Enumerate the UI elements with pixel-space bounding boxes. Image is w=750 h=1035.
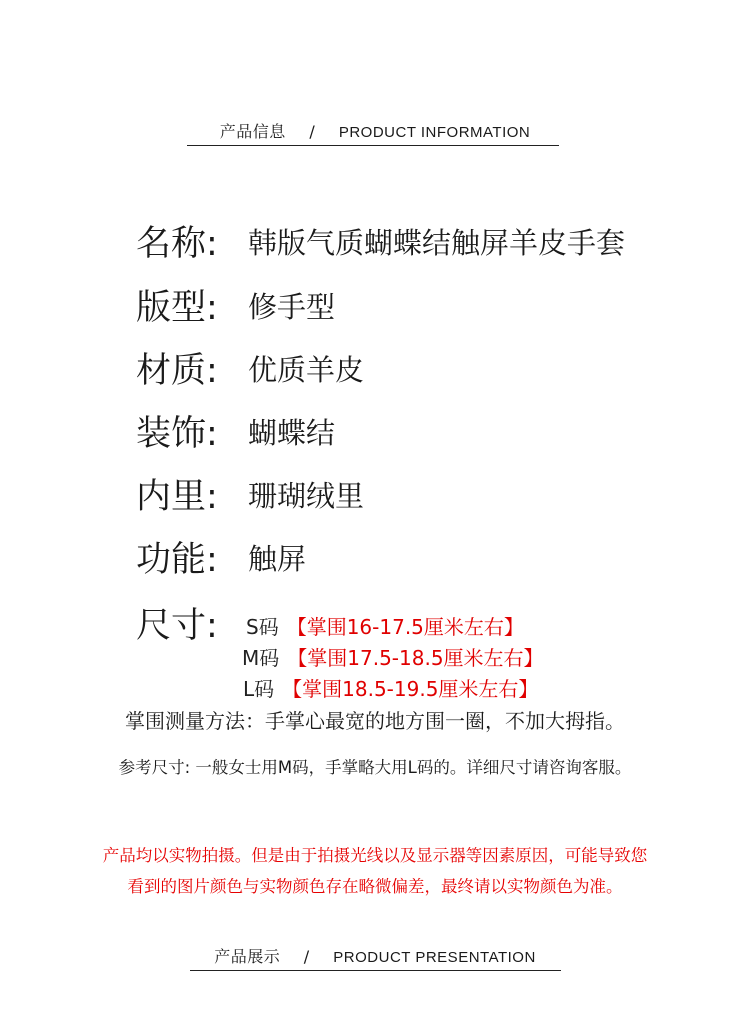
- size-code: S码: [246, 615, 279, 639]
- spec-value: 优质羊皮: [248, 352, 365, 387]
- spec-row-name: [136, 216, 625, 266]
- disclaimer-line-1: 产品均以实物拍摄。但是由于拍摄光线以及显示器等因素原因，可能导致您: [102, 846, 648, 865]
- measure-method: 掌围测量方法：手掌心最宽的地方围一圈，不加大拇指。: [125, 709, 625, 733]
- spec-label: 装饰:: [136, 414, 218, 454]
- header-info-slash: /: [309, 122, 316, 141]
- header-presentation-rule: [190, 970, 561, 971]
- spec-row-fit: [136, 280, 335, 330]
- spec-value: 触屏: [248, 541, 307, 576]
- header-presentation-slash: /: [303, 947, 310, 966]
- size-range: 【掌围16-17.5厘米左右】: [286, 615, 524, 639]
- spec-label: 尺寸:: [136, 606, 218, 646]
- spec-row-lining: [136, 469, 364, 519]
- spec-value: 蝴蝶结: [248, 415, 336, 450]
- spec-value: 珊瑚绒里: [248, 478, 365, 513]
- header-info-rule: [187, 145, 559, 146]
- spec-label: 名称:: [136, 224, 218, 264]
- size-code: M码: [242, 646, 280, 670]
- section-header-info: [0, 119, 750, 142]
- spec-label: 版型:: [136, 288, 218, 328]
- spec-row-decoration: [136, 406, 335, 456]
- size-range: 【掌围18.5-19.5厘米左右】: [282, 677, 539, 701]
- spec-label: 功能:: [136, 540, 218, 580]
- spec-row-function: [136, 532, 306, 582]
- spec-value: 修手型: [248, 289, 336, 324]
- size-line-l: [243, 673, 538, 702]
- header-presentation-cn: 产品展示: [214, 947, 281, 966]
- size-code: L码: [243, 677, 275, 701]
- size-range: 【掌围17.5-18.5厘米左右】: [287, 646, 544, 670]
- header-info-en: PRODUCT INFORMATION: [338, 124, 531, 141]
- size-line-s: [246, 611, 524, 640]
- header-info-cn: 产品信息: [219, 122, 286, 141]
- header-presentation-en: PRODUCT PRESENTATION: [333, 949, 536, 966]
- spec-row-size: [136, 598, 248, 648]
- spec-label: 内里:: [136, 477, 218, 517]
- size-reference: 参考尺寸: 一般女士用M码，手掌略大用L码的。详细尺寸请咨询客服。: [118, 758, 632, 777]
- spec-value: 韩版气质蝴蝶结触屏羊皮手套: [248, 225, 626, 260]
- section-header-presentation: [0, 944, 750, 967]
- spec-row-material: [136, 343, 364, 393]
- spec-label: 材质:: [136, 351, 218, 391]
- disclaimer-line-2: 看到的图片颜色与实物颜色存在略微偏差，最终请以实物颜色为准。: [127, 877, 623, 896]
- size-line-m: [242, 642, 544, 671]
